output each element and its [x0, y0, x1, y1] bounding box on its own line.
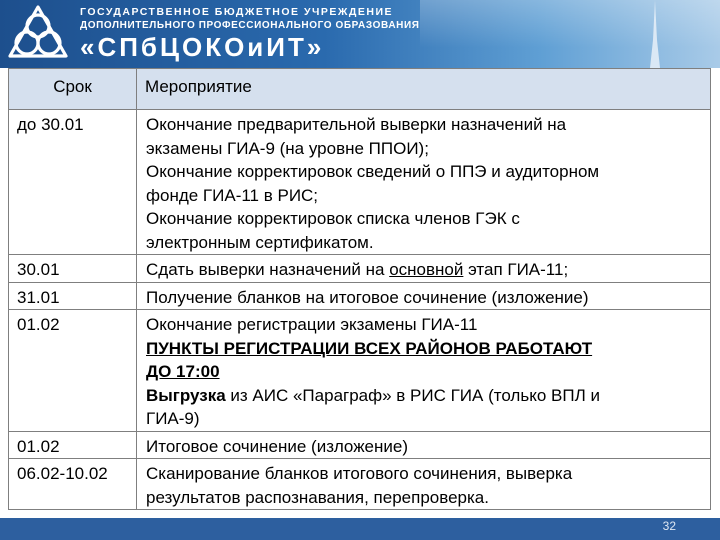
footer-strip	[0, 518, 720, 540]
event-line: Окончание регистрации экзамены ГИА-11	[146, 315, 478, 334]
table-row	[9, 310, 711, 432]
row-event	[137, 255, 711, 283]
row-event: Получение бланков на итоговое сочинение (изложение)	[137, 282, 711, 310]
schedule-table	[8, 68, 711, 510]
event-line: экзамены ГИА-9 (на уровне ППОИ);	[146, 138, 429, 158]
event-underlined-text: основной	[389, 260, 464, 279]
table-header-row	[9, 69, 711, 110]
organization-logo-icon	[6, 4, 70, 64]
row-event	[137, 459, 711, 510]
brand-name: «СПбЦОКОиИТ»	[80, 32, 325, 62]
event-line-bold-underlined: ПУНКТЫ РЕГИСТРАЦИИ ВСЕХ РАЙОНОВ РАБОТАЮТ	[146, 338, 593, 358]
header-banner	[0, 0, 720, 68]
event-line: результатов распознавания, перепроверка.	[146, 487, 489, 507]
row-date: до 30.01	[9, 110, 137, 255]
org-name-line-1: ГОСУДАРСТВЕННОЕ БЮДЖЕТНОЕ УЧРЕЖДЕНИЕ	[80, 6, 393, 18]
table-row	[9, 110, 711, 255]
row-date: 30.01	[9, 255, 137, 283]
column-header-event: Мероприятие	[137, 69, 711, 110]
org-name-line-2: ДОПОЛНИТЕЛЬНОГО ПРОФЕССИОНАЛЬНОГО ОБРАЗОВАНИЯ	[80, 20, 420, 31]
row-event	[137, 110, 711, 255]
event-line: фонде ГИА-11 в РИС;	[146, 185, 319, 205]
event-line: Окончание предварительной выверки назначений на	[146, 115, 567, 134]
table-row	[9, 255, 711, 283]
event-line: ГИА-9)	[146, 409, 200, 428]
slide-number: 32	[662, 519, 676, 533]
event-line: Сканирование бланков итогового сочинения, выверка	[146, 464, 573, 483]
row-date: 01.02	[9, 431, 137, 459]
header-sky	[420, 0, 720, 68]
row-date: 01.02	[9, 310, 137, 432]
event-line	[146, 384, 704, 408]
row-date: 06.02-10.02	[9, 459, 137, 510]
event-line: электронным сертификатом.	[146, 232, 374, 252]
row-date: 31.01	[9, 282, 137, 310]
event-line: Окончание корректировок списка членов ГЭК с	[146, 209, 520, 228]
event-text: из АИС «Параграф» в РИС ГИА (только ВПЛ и	[225, 385, 600, 405]
event-line-bold-underlined: ДО 17:00	[146, 362, 220, 381]
event-line: Окончание корректировок сведений о ППЭ и аудиторном	[146, 162, 600, 181]
event-bold-text: Выгрузка	[146, 385, 226, 405]
event-text: Сдать выверки назначений на	[146, 260, 390, 279]
event-text: этап ГИА-11;	[463, 260, 569, 279]
table-row	[9, 459, 711, 510]
table-row	[9, 282, 711, 310]
column-header-date: Срок	[9, 69, 137, 110]
row-event	[137, 310, 711, 432]
row-event: Итоговое сочинение (изложение)	[137, 431, 711, 459]
table-row	[9, 431, 711, 459]
spire-icon	[648, 0, 662, 68]
